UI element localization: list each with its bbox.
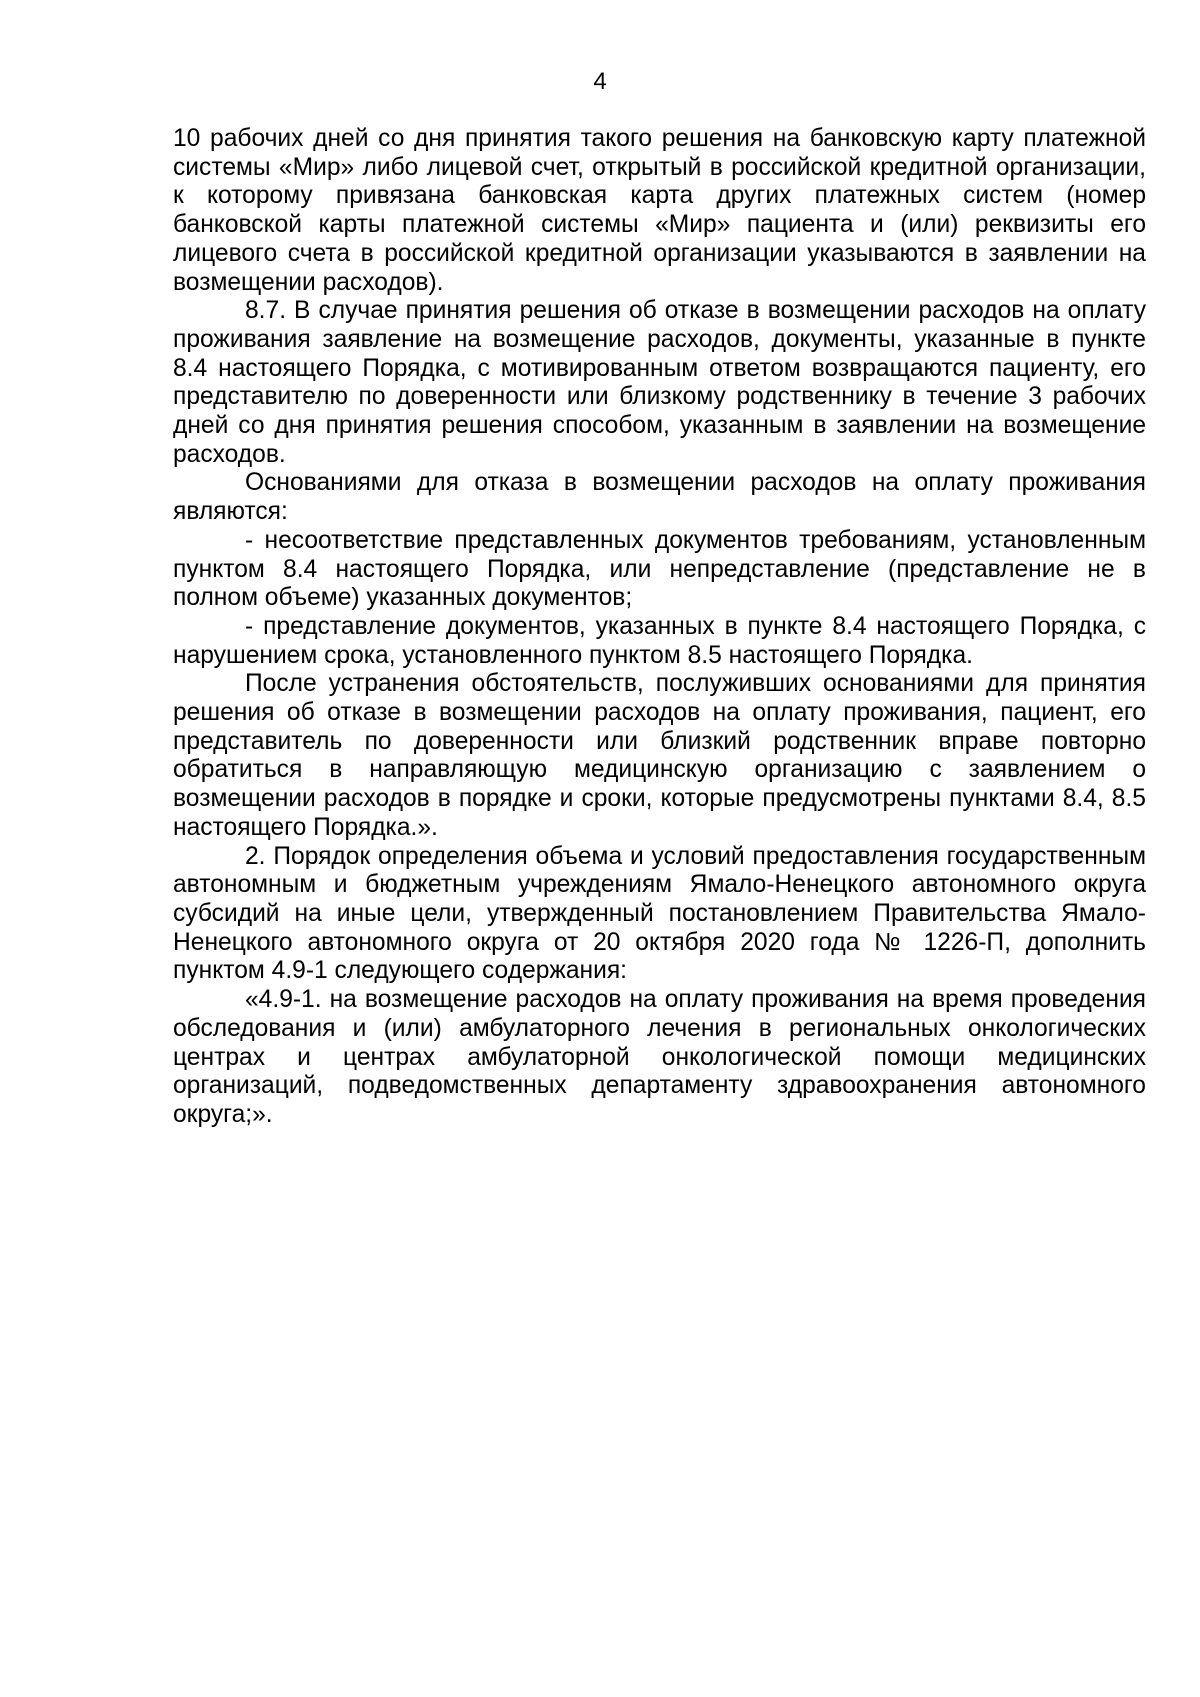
document-body	[173, 125, 1146, 1130]
paragraph-item-2: 2. Порядок определения объема и условий предоставления государственным автономным и бюджетным учреждениям Ямало-Ненецкого автономного округа субсидий на иные цели, утвержденный постановлением Правительства Ямало-Ненецкого автономного округа от 20 октября 2020 года № 1226-П, дополнить пунктом 4.9-1 следующего содержания:	[173, 842, 1146, 985]
paragraph-refusal-grounds: Основаниями для отказа в возмещении расходов на оплату проживания являются:	[173, 469, 1146, 526]
paragraph-4-9-1: «4.9-1. на возмещение расходов на оплату проживания на время проведения обследования и (или) амбулаторного лечения в региональных онкологических центрах и центрах амбулаторной онкологической помощи медицинских организаций, подведомственных департаменту здравоохранения автономного округа;».	[173, 986, 1146, 1128]
list-item-nonconformity: - несоответствие представленных документов требованиям, установленным пунктом 8.4 настоящего Порядка, или непредставление (представление не в полном объеме) указанных документов;	[173, 526, 1146, 612]
paragraph-resubmission: После устранения обстоятельств, послуживших основаниями для принятия решения об отказе в возмещении расходов на оплату проживания, пациент, его представитель по доверенности или близкий родственник вправе повторно обратиться в направляющую медицинскую организацию с заявлением о возмещении расходов в порядке и сроки, которые предусмотрены пунктами 8.4, 8.5 настоящего Порядка.».	[173, 670, 1146, 841]
page-number: 4	[593, 68, 607, 95]
paragraph-8-7: 8.7. В случае принятия решения об отказе в возмещении расходов на оплату проживания заявление на возмещение расходов, документы, указанные в пункте 8.4 настоящего Порядка, с мотивированным ответом возвращаются пациенту, его представителю по доверенности или близкому родственнику в течение 3 рабочих дней со дня принятия решения способом, указанным в заявлении на возмещение расходов.	[173, 297, 1146, 468]
list-item-late-submission: - представление документов, указанных в пункте 8.4 настоящего Порядка, с нарушением срока, установленного пунктом 8.5 настоящего Порядка.	[173, 612, 1146, 669]
paragraph-continuation: 10 рабочих дней со дня принятия такого решения на банковскую карту платежной системы «Мир» либо лицевой счет, открытый в российской кредитной организации, к которому привязана банковская карта других платежных систем (номер банковской карты платежной системы «Мир» пациента и (или) реквизиты его лицевого счета в российской кредитной организации указываются в заявлении на возмещении расходов).	[173, 125, 1146, 296]
